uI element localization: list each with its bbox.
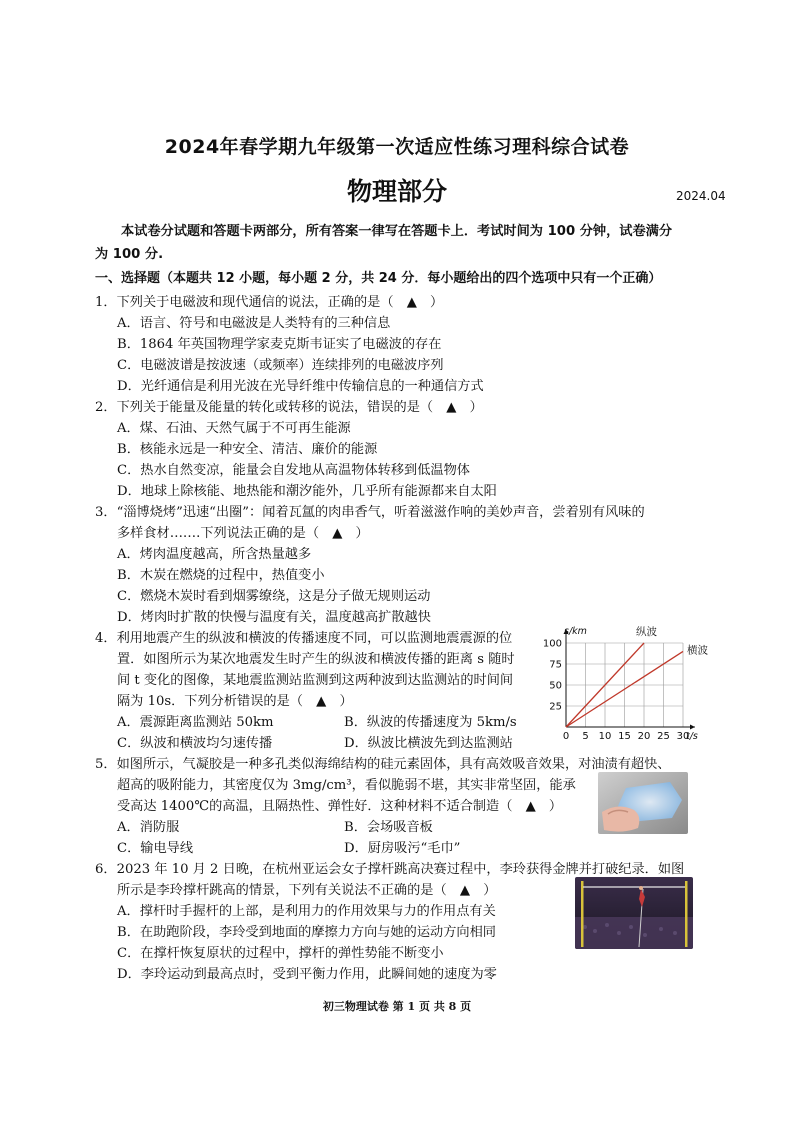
q4-stem-4: 隔为 10s．下列分析错误的是（ ▲ ） bbox=[117, 694, 353, 709]
q4-stem-3: 间 t 变化的图像，某地震监测站监测到这两种波到达监测站的时间间 bbox=[117, 673, 514, 688]
y-tick-label: 100 bbox=[542, 638, 562, 650]
y-tick-label: 75 bbox=[549, 659, 562, 671]
x-tick-label: 10 bbox=[598, 731, 612, 742]
x-tick-label: 5 bbox=[582, 731, 589, 742]
q6-stem-2: 所示是李玲撑杆跳高的情景，下列有关说法不正确的是（ ▲ ） bbox=[117, 883, 497, 898]
q6-option-b: B．在助跑阶段，李玲受到地面的摩擦力方向与她的运动方向相同 bbox=[117, 925, 496, 940]
intro-line-2: 为 100 分. bbox=[95, 247, 164, 262]
q2-option-c: C．热水自然变凉，能量会自发地从高温物体转移到低温物体 bbox=[117, 463, 470, 478]
q5-stem-1: 5．如图所示，气凝胶是一种多孔类似海绵结构的硅元素固体，具有高效吸音效果，对油渍有超快、 bbox=[95, 757, 671, 772]
q3-option-d: D．烤肉时扩散的快慢与温度有关，温度越高扩散越快 bbox=[117, 610, 431, 625]
exam-subtitle: 物理部分 bbox=[346, 177, 447, 206]
q3-stem-2: 多样食材…….下列说法正确的是（ ▲ ） bbox=[117, 526, 369, 541]
x-axis-label: t/s bbox=[686, 731, 698, 742]
series-label-2: 横波 bbox=[687, 644, 708, 657]
series-label-1: 纵波 bbox=[636, 626, 657, 638]
x-axis-arrow bbox=[690, 725, 695, 730]
x-tick-label: 15 bbox=[618, 731, 631, 742]
q4-stem-1: 4．利用地震产生的纵波和横波的传播速度不同，可以监测地震震源的位 bbox=[95, 631, 513, 646]
q5-option-d: D．厨房吸污“毛巾” bbox=[344, 841, 461, 856]
y-tick-label: 25 bbox=[549, 701, 562, 713]
q6-option-a: A．撑杆时手握杆的上部，是利用力的作用效果与力的作用点有关 bbox=[117, 904, 496, 919]
q2-option-a: A．煤、石油、天然气属于不可再生能源 bbox=[117, 421, 351, 436]
q1-stem: 1．下列关于电磁波和现代通信的说法，正确的是（ ▲ ） bbox=[95, 295, 444, 310]
x-tick-label: 0 bbox=[562, 731, 570, 742]
q1-option-d: D．光纤通信是利用光波在光导纤维中传输信息的一种通信方式 bbox=[117, 379, 484, 394]
q6-stem-1: 6．2023 年 10 月 2 日晚，在杭州亚运会女子撑杆跳高决赛过程中，李玲获得金牌并打破纪录．如图 bbox=[95, 862, 685, 877]
page-footer: 初三物理试卷 第 1 页 共 8 页 bbox=[322, 1000, 472, 1013]
q6-option-c: C．在撑杆恢复原状的过程中，撑杆的弹性势能不断变小 bbox=[117, 946, 444, 961]
x-tick-label: 20 bbox=[637, 731, 651, 742]
q4-option-a: A．震源距离监测站 50km bbox=[117, 715, 274, 730]
x-tick-label: 25 bbox=[657, 731, 670, 742]
exam-date: 2024.04 bbox=[676, 189, 726, 203]
q4-option-b: B．纵波的传播速度为 5km/s bbox=[344, 715, 517, 730]
q1-option-c: C．电磁波谱是按波速（或频率）连续排列的电磁波序列 bbox=[117, 358, 444, 373]
q3-option-b: B．木炭在燃烧的过程中，热值变小 bbox=[117, 568, 325, 583]
q1-option-b: B．1864 年英国物理学家麦克斯韦证实了电磁波的存在 bbox=[117, 337, 442, 352]
q3-option-a: A．烤肉温度越高，所含热量越多 bbox=[117, 547, 312, 562]
q4-option-c: C．纵波和横波均匀速传播 bbox=[117, 736, 273, 751]
q2-stem: 2．下列关于能量及能量的转化或转移的说法，错误的是（ ▲ ） bbox=[95, 400, 483, 415]
q5-option-b: B．会场吸音板 bbox=[344, 820, 433, 835]
q5-stem-3: 受高达 1400℃的高温，且隔热性、弹性好．这种材料不适合制造（ ▲ ） bbox=[117, 799, 563, 814]
q2-option-b: B．核能永远是一种安全、清洁、廉价的能源 bbox=[117, 442, 378, 457]
aerogel-photo bbox=[598, 772, 688, 834]
q3-stem-1: 3．“淄博烧烤”迅速“出圈”：闻着瓦氲的肉串香气，听着滋滋作响的美妙声音，尝着别有风味的 bbox=[95, 505, 645, 520]
q4-option-d: D．纵波比横波先到达监测站 bbox=[344, 736, 513, 751]
q6-option-d: D．李玲运动到最高点时，受到平衡力作用，此瞬间她的速度为零 bbox=[117, 967, 497, 982]
q1-option-a: A．语言、符号和电磁波是人类特有的三种信息 bbox=[117, 316, 391, 331]
pole-vault-photo bbox=[575, 877, 693, 949]
section-heading: 一、选择题（本题共 12 小题，每小题 2 分，共 24 分．每小题给出的四个选项中只有一个正确） bbox=[95, 271, 662, 286]
q3-option-c: C．燃烧木炭时看到烟雾缭绕，这是分子做无规则运动 bbox=[117, 589, 431, 604]
exam-title: 2024年春学期九年级第一次适应性练习理科综合试卷 bbox=[164, 136, 630, 158]
distance-time-graph bbox=[540, 626, 710, 744]
q5-option-c: C．输电导线 bbox=[117, 841, 194, 856]
intro-line-1: 本试卷分试题和答题卡两部分，所有答案一律写在答题卡上．考试时间为 100 分钟，试卷满分 bbox=[121, 224, 673, 239]
y-axis-label: s/km bbox=[564, 626, 587, 637]
q5-stem-2: 超高的吸附能力，其密度仅为 3mg/cm³，看似脆弱不堪，其实非常坚固，能承 bbox=[117, 778, 576, 793]
x-tick-label: 30 bbox=[676, 731, 690, 742]
q4-stem-2: 置．如图所示为某次地震发生时产生的纵波和横波传播的距离 s 随时 bbox=[117, 652, 515, 667]
y-tick-label: 50 bbox=[549, 680, 562, 692]
q2-option-d: D．地球上除核能、地热能和潮汐能外，几乎所有能源都来自太阳 bbox=[117, 484, 497, 499]
q5-option-a: A．消防服 bbox=[117, 820, 180, 835]
